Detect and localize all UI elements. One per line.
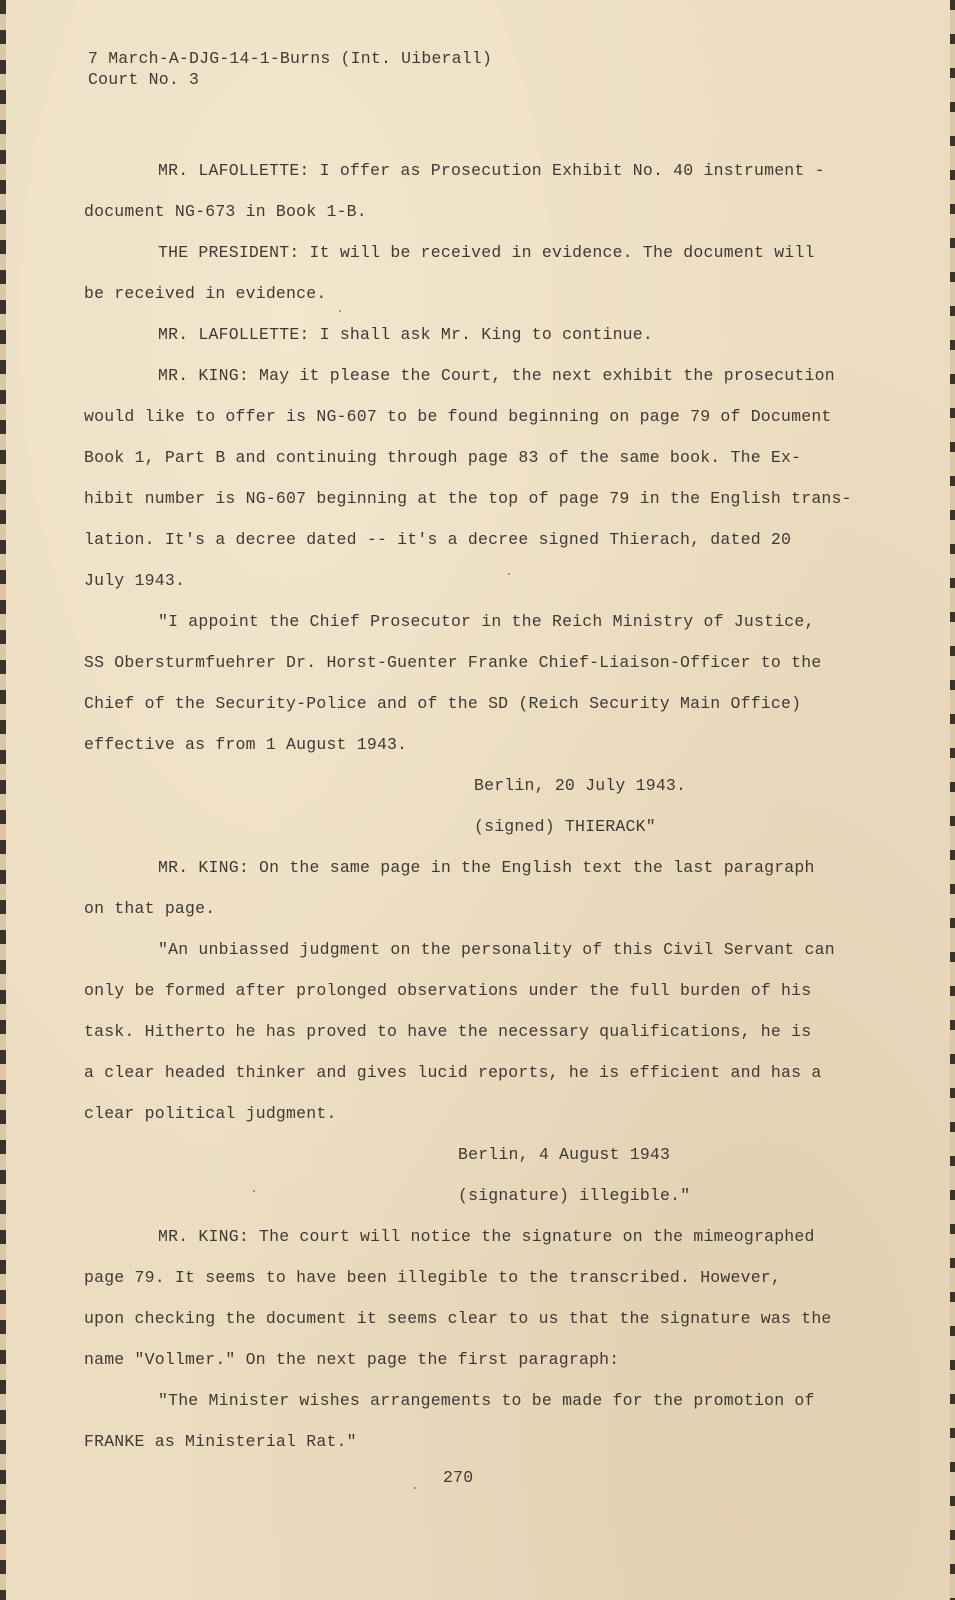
signature-name: (signature) illegible." xyxy=(458,1186,691,1205)
transcript-line: upon checking the document it seems clear to us that the signature was the xyxy=(84,1309,832,1328)
paper-speck xyxy=(339,310,341,312)
transcript-line: MR. LAFOLLETTE: I shall ask Mr. King to continue. xyxy=(158,325,653,344)
transcript-line: FRANKE as Ministerial Rat." xyxy=(84,1432,357,1451)
transcript-line: MR. KING: On the same page in the English text the last paragraph xyxy=(158,858,815,877)
transcript-line: Book 1, Part B and continuing through page 83 of the same book. The Ex- xyxy=(84,448,802,467)
paper-speck xyxy=(508,573,510,575)
transcript-line: effective as from 1 August 1943. xyxy=(84,735,408,754)
transcript-line: "I appoint the Chief Prosecutor in the Reich Ministry of Justice, xyxy=(158,612,815,631)
page-edge-left xyxy=(0,0,6,1600)
transcript-line: MR. KING: The court will notice the signature on the mimeographed xyxy=(158,1227,815,1246)
transcript-line: would like to offer is NG-607 to be found beginning on page 79 of Document xyxy=(84,407,832,426)
paper-speck xyxy=(253,1190,255,1192)
transcript-line: on that page. xyxy=(84,899,216,918)
page-number: 270 xyxy=(443,1468,474,1487)
transcript-line: Chief of the Security-Police and of the SD (Reich Security Main Office) xyxy=(84,694,802,713)
transcript-line: document NG-673 in Book 1-B. xyxy=(84,202,367,221)
transcript-line: be received in evidence. xyxy=(84,284,327,303)
transcript-line: hibit number is NG-607 beginning at the top of page 79 in the English trans- xyxy=(84,489,852,508)
transcript-line: THE PRESIDENT: It will be received in evidence. The document will xyxy=(158,243,815,262)
header-court-line: Court No. 3 xyxy=(88,70,200,89)
transcript-line: "The Minister wishes arrangements to be made for the promotion of xyxy=(158,1391,815,1410)
transcript-body xyxy=(84,150,874,1462)
transcript-line: MR. LAFOLLETTE: I offer as Prosecution Exhibit No. 40 instrument - xyxy=(158,161,825,180)
transcript-line: "An unbiassed judgment on the personality of this Civil Servant can xyxy=(158,940,835,959)
header-reference-line: 7 March-A-DJG-14-1-Burns (Int. Uiberall) xyxy=(88,49,493,68)
page-edge-right xyxy=(950,0,955,1600)
transcript-line: only be formed after prolonged observations under the full burden of his xyxy=(84,981,812,1000)
transcript-line: clear political judgment. xyxy=(84,1104,337,1123)
transcript-line: SS Obersturmfuehrer Dr. Horst-Guenter Franke Chief-Liaison-Officer to the xyxy=(84,653,822,672)
paper-speck xyxy=(414,1487,416,1489)
signature-place-date: Berlin, 20 July 1943. xyxy=(474,776,687,795)
signature-name: (signed) THIERACK" xyxy=(474,817,656,836)
transcript-line: MR. KING: May it please the Court, the next exhibit the prosecution xyxy=(158,366,835,385)
transcript-line: task. Hitherto he has proved to have the necessary qualifications, he is xyxy=(84,1022,812,1041)
signature-place-date: Berlin, 4 August 1943 xyxy=(458,1145,671,1164)
transcript-line: page 79. It seems to have been illegible to the transcribed. However, xyxy=(84,1268,782,1287)
transcript-line: lation. It's a decree dated -- it's a decree signed Thierach, dated 20 xyxy=(84,530,792,549)
transcript-line: a clear headed thinker and gives lucid reports, he is efficient and has a xyxy=(84,1063,822,1082)
transcript-line: name "Vollmer." On the next page the first paragraph: xyxy=(84,1350,620,1369)
transcript-line: July 1943. xyxy=(84,571,186,590)
document-header xyxy=(88,48,492,90)
